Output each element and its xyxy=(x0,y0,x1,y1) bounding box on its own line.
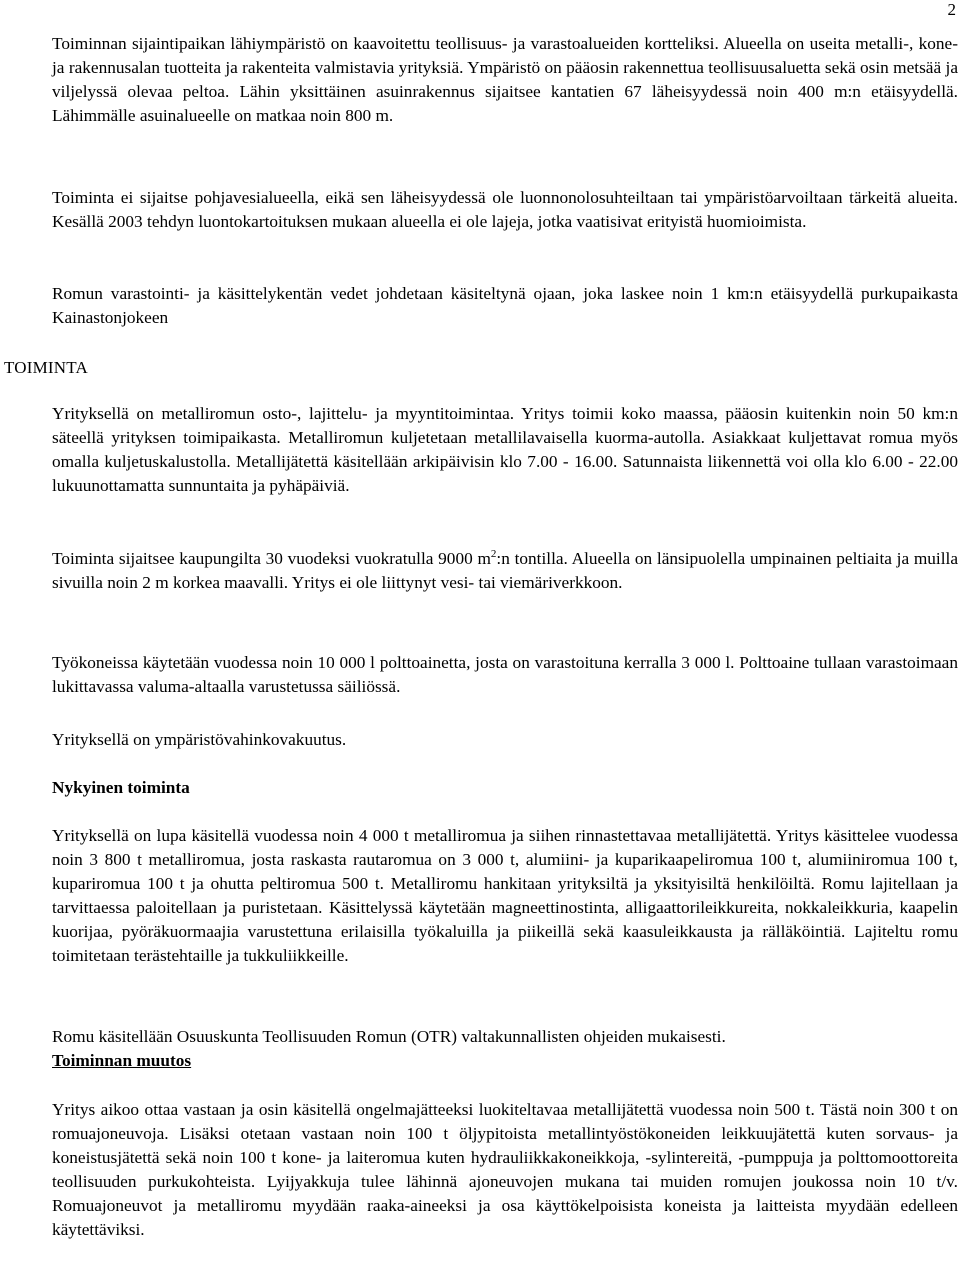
page-number: 2 xyxy=(947,0,956,19)
paragraph-surroundings: Toiminnan sijaintipaikan lähiympäristö on kaavoitettu teollisuus- ja varastoalueiden kortteliksi. Alueella on useita metalli-, kone- ja rakennusalan tuotteita ja rakenteita valmistavia yrityksiä. Ympäristö on pääosin rakennettua teollisuusaluetta sekä osin metsää ja viljelyssä olevaa peltoa. Lähin yksittäinen asuinrakennus sijaitsee kantatien 67 läheisyydessä noin 400 m:n etäisyydellä. Lähimmälle asuinalueelle on matkaa noin 800 m. xyxy=(52,34,958,126)
superscript-two: 2 xyxy=(490,548,497,561)
paragraph-current-operations: Yrityksellä on lupa käsitellä vuodessa noin 4 000 t metalliromua ja siihen rinnastettavaa metallijätettä. Yritys käsittelee vuodessa noin 3 800 t metalliromua, josta raskasta rautaromua on 3 000 t, alumiini- ja kuparikaapeliromua 100 t, alumiiniromua 100 t, kupariromua 100 t ja ohutta peltiromua 500 t. Metalliromu hankitaan yrityksiltä ja yksityisiltä henkilöiltä. Romu lajitellaan ja tarvittaessa paloitellaan ja puristetaan. Käsittelyssä käytetään magneettinostinta, alligaattorileikkureita, nokkaleikkuria, kaapelin kuorijaa, pyöräkuormaajia varustettuna erilaisilla työkaluilla ja piikeillä sekä kaasuleikkausta ja rälläköintiä. Lajiteltu romu toimitetaan terästehtaille ja tukkuliikkeille. xyxy=(52,826,958,966)
paragraph-operations: Yrityksellä on metalliromun osto-, lajittelu- ja myyntitoimintaa. Yritys toimii koko maassa, pääosin kuitenkin noin 50 km:n säteellä yrityksen toimipaikasta. Metalliromun kuljetetaan metallilavaisella kuorma-autolla. Asiakkaat kuljettavat romua myös omalla kuljetuskalustolla. Metallijätettä käsitellään arkipäivisin klo 7.00 - 16.00. Satunnaista liikennettä voi olla klo 6.00 - 22.00 lukuunottamatta sunnuntaita ja pyhäpäiviä. xyxy=(52,404,958,496)
paragraph-otr: Romu käsitellään Osuuskunta Teollisuuden Romun (OTR) valtakunnallisten ohjeiden mukaisesti. xyxy=(52,1027,726,1046)
heading-change-of-operations: Toiminnan muutos xyxy=(52,1051,192,1070)
paragraph-insurance: Yrityksellä on ympäristövahinkovakuutus. xyxy=(52,730,347,749)
paragraph-waters: Romun varastointi- ja käsittelykentän vedet johdetaan käsiteltynä ojaan, joka laskee noin 1 km:n etäisyydellä purkupaikasta Kainastonjokeen xyxy=(52,284,958,328)
paragraph-lease xyxy=(52,547,958,595)
lease-text-start: Toiminta sijaitsee kaupungilta 30 vuodeksi vuokratulla 9000 m xyxy=(52,549,491,568)
lease-text-end: :n tontilla. Alueella on länsipuolella umpinainen peltiaita ja muilla sivuilla noin 2 m korkea maavalli. Yritys ei ole liittynyt vesi- tai viemäriverkkoon. xyxy=(52,549,959,593)
paragraph-fuel: Työkoneissa käytetään vuodessa noin 10 000 l polttoainetta, josta on varastoituna kerralla 3 000 l. Polttoaine tullaan varastoimaan lukittavassa valuma-altaalla varustetussa säiliössä. xyxy=(52,653,958,697)
heading-current-operations: Nykyinen toiminta xyxy=(52,778,190,797)
paragraph-groundwater: Toiminta ei sijaitse pohjavesialueella, eikä sen läheisyydessä ole luonnonolosuhteiltaan tai ympäristöarvoiltaan tärkeitä alueita. Kesällä 2003 tehdyn luontokartoituksen mukaan alueella ei ole lajeja, jotka vaatisivat erityistä huomioimista. xyxy=(52,188,958,232)
section-heading-toiminta: TOIMINTA xyxy=(4,358,88,377)
paragraph-change-of-operations: Yritys aikoo ottaa vastaan ja osin käsitellä ongelmajätteeksi luokiteltavaa metallijätettä vuodessa noin 500 t. Tästä noin 300 t on romuajoneuvoja. Lisäksi otetaan vastaan noin 100 t öljypitoista metallintyöstökoneiden leikkuujätettä kuten sorvaus- ja koneistusjätettä sekä noin 100 t kone- ja laiteromua kuten hydrauliikkakoneikkoja, -sylintereitä, -pumppuja ja polttomoottoreita teollisuuden purkukohteista. Lyijyakkuja tulee lähinnä ajoneuvojen mukana tai muiden romujen joukossa noin 10 t/v. Romuajoneuvot ja metalliromu myydään raaka-aineeksi ja osa käyttökelpoisista koneista ja laitteista myydään edelleen käytettäviksi. xyxy=(52,1100,958,1240)
